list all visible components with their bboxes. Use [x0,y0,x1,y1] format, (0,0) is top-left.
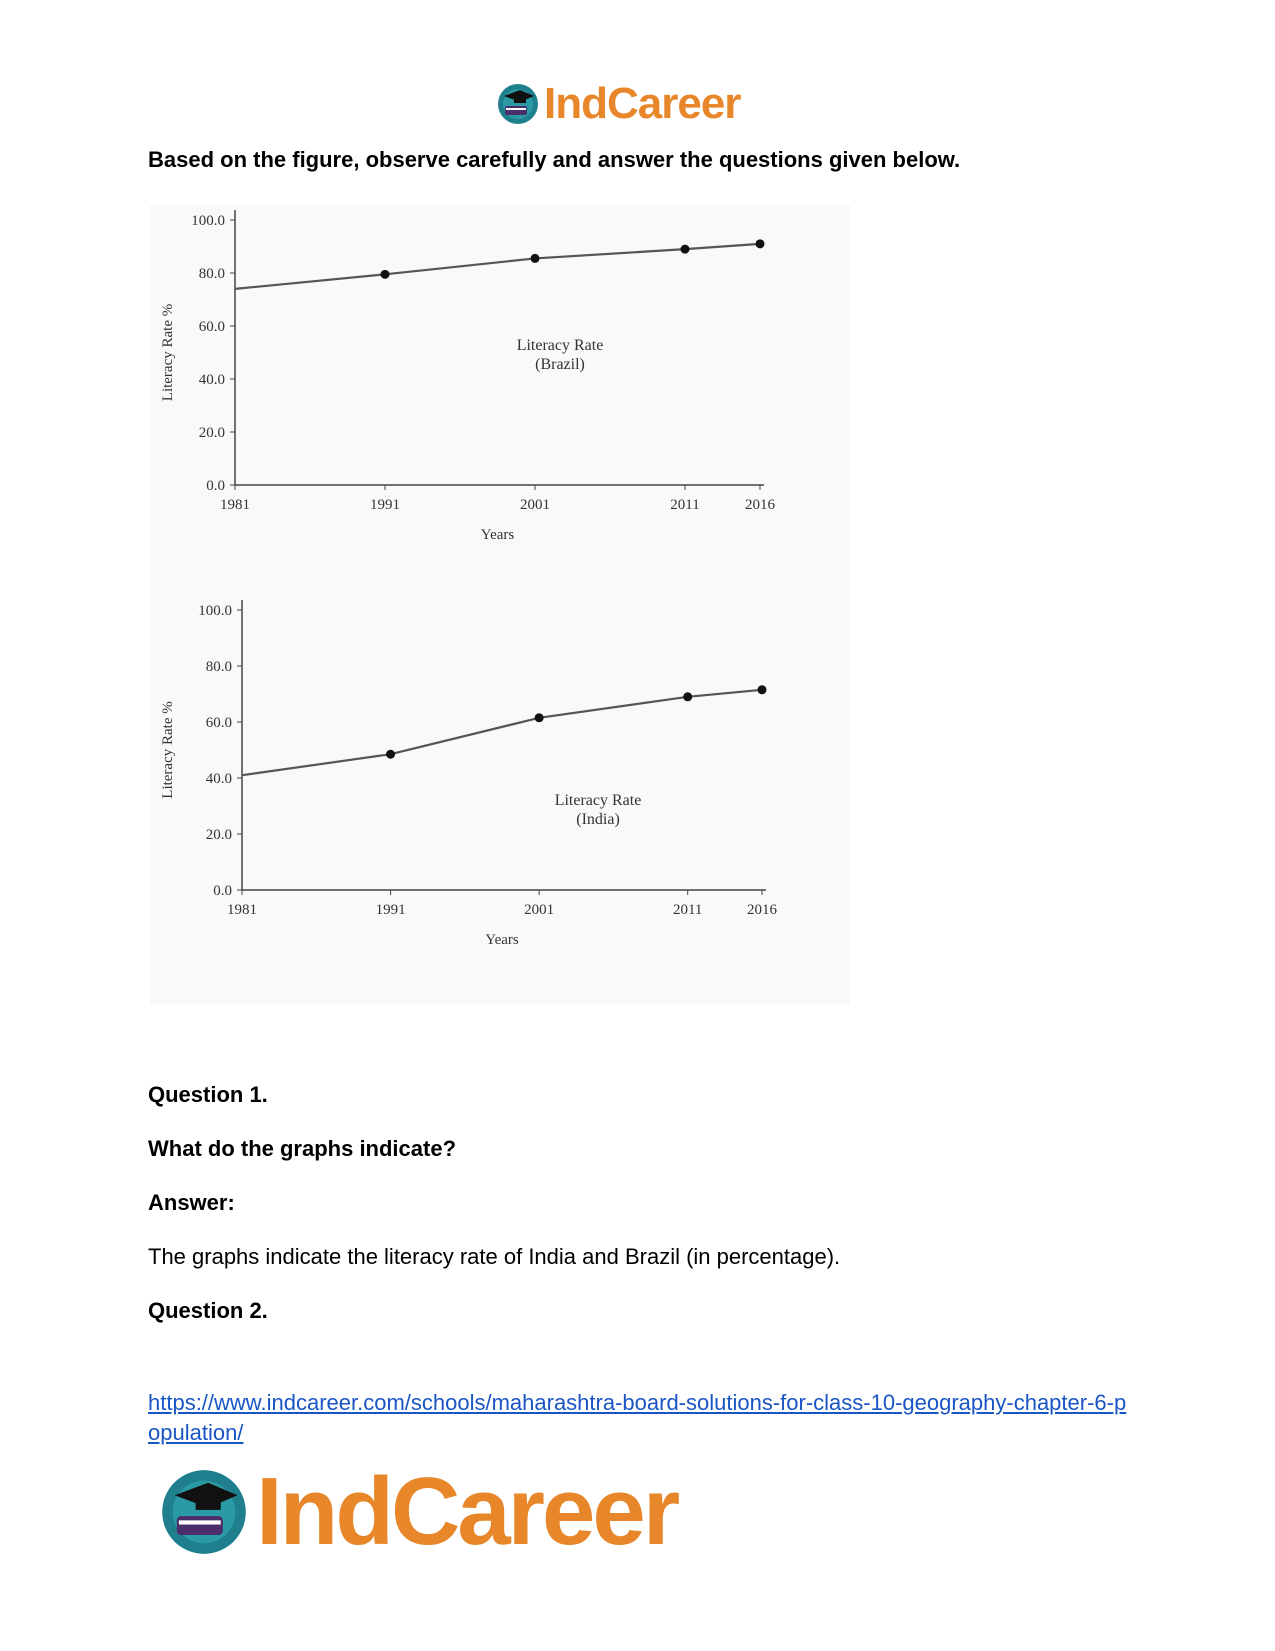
x-tick-label: 2016 [745,497,775,513]
data-point [681,245,690,254]
answer-heading: Answer: [148,1190,235,1215]
logo-wordmark: IndCareer [256,1458,678,1565]
graduation-cap-icon [158,1466,250,1558]
chart-annotation: Literacy Rate [554,792,642,809]
x-tick-label: 2011 [670,497,700,513]
x-tick-label: 1981 [220,497,250,513]
question-2-heading: Question 2. [148,1298,268,1323]
graduation-cap-icon [496,82,540,126]
chart-brazil [150,205,850,590]
figure [150,205,850,1005]
logo-wordmark: IndCareer [544,79,741,128]
chart-india [150,590,850,1015]
data-point [683,692,692,701]
answer-text: The graphs indicate the literacy rate of India and Brazil (in percentage). [148,1244,841,1269]
y-tick-label: 80.0 [205,659,232,675]
logo-footer [158,1458,718,1565]
data-point [531,254,540,263]
x-tick-label: 1991 [375,902,406,918]
y-tick-label: 0.0 [213,883,232,899]
source-link[interactable]: https://www.indcareer.com/schools/maharashtra-board-solutions-for-class-10-geography-chapter-6-population/ [148,1390,1127,1445]
y-tick-label: 20.0 [198,425,225,441]
question-1-text: What do the graphs indicate? [148,1136,457,1161]
y-tick-label: 40.0 [198,372,225,388]
data-point [758,685,767,694]
x-axis-label: Years [485,932,519,948]
question-1-heading: Question 1. [148,1082,268,1107]
logo-header [496,78,776,130]
x-tick-label: 1981 [227,902,257,918]
series-line [242,690,762,775]
y-axis-label: Literacy Rate % [160,303,176,402]
y-tick-label: 100.0 [198,603,232,619]
chart-annotation: Literacy Rate [516,337,604,354]
intro-text: Based on the figure, observe carefully and answer the questions given below. [148,147,961,172]
x-tick-label: 2001 [524,902,555,918]
y-tick-label: 60.0 [205,715,232,731]
y-axis-label: Literacy Rate % [160,701,176,799]
x-tick-label: 2011 [672,902,703,918]
x-tick-label: 2016 [747,902,777,918]
x-tick-label: 2001 [520,497,550,513]
y-tick-label: 0.0 [206,478,225,494]
y-tick-label: 40.0 [205,771,232,787]
y-tick-label: 80.0 [198,266,225,282]
x-tick-label: 1991 [370,497,400,513]
y-tick-label: 20.0 [205,827,232,843]
data-point [381,270,390,279]
data-point [535,713,544,722]
y-tick-label: 100.0 [191,213,225,229]
chart-brazil-svg [150,205,850,585]
data-point [386,750,395,759]
y-tick-label: 60.0 [198,319,225,335]
chart-annotation: (Brazil) [535,356,585,373]
data-point [756,239,765,248]
chart-annotation: (India) [576,811,620,828]
chart-india-svg [150,590,850,1010]
x-axis-label: Years [480,527,515,543]
